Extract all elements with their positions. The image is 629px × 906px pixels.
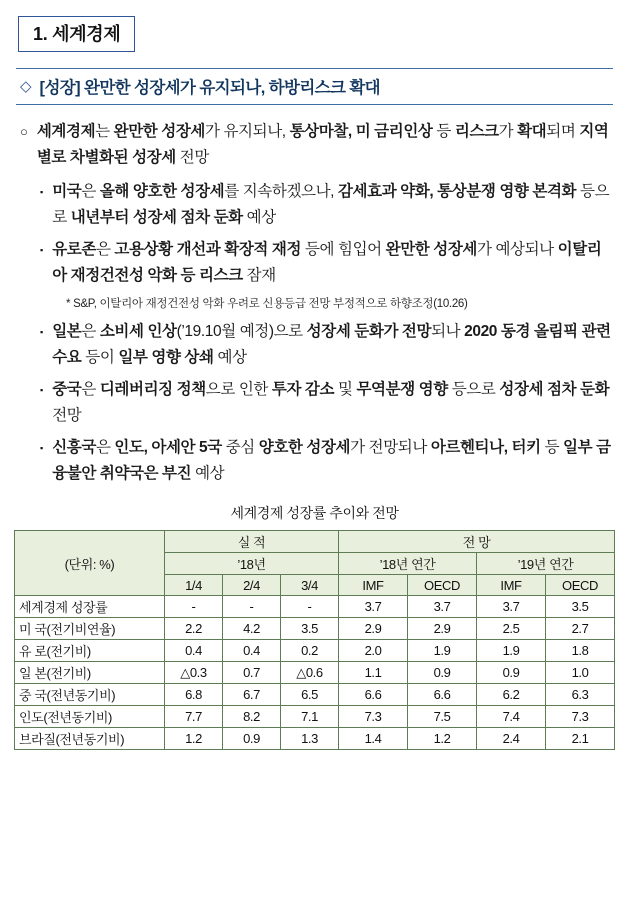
growth-table-wrapper	[14, 530, 615, 750]
table-row	[15, 706, 615, 728]
bullet-marker-square: ▪	[40, 187, 44, 197]
table-cell: 2.1	[546, 728, 615, 750]
bullet-level2-us	[40, 179, 615, 231]
table-cell: 0.9	[408, 662, 477, 684]
table-row-label: 세계경제 성장률	[15, 596, 165, 618]
section-title-box	[18, 16, 135, 52]
table-row-label: 미 국(전기비연율)	[15, 618, 165, 640]
table-row-label: 브라질(전년동기비)	[15, 728, 165, 750]
diamond-icon: ◇	[20, 77, 32, 95]
table-row	[15, 596, 615, 618]
table-group-forecast: 전 망	[339, 531, 615, 553]
table-cell: 6.6	[408, 684, 477, 706]
table-subgroup-19-annual: ’19년 연간	[477, 553, 615, 575]
table-cell: 6.2	[477, 684, 546, 706]
bullet-marker-square: ▪	[40, 385, 44, 395]
table-cell: 2.9	[408, 618, 477, 640]
table-unit-label: (단위: %)	[15, 531, 165, 596]
bullet-text: 세계경제는 완만한 성장세가 유지되나, 통상마찰, 미 금리인상 등 리스크가 확대되며 지역별로 차별화된 성장세 전망	[36, 123, 609, 166]
table-cell: 7.1	[281, 706, 339, 728]
table-cell: △0.6	[281, 662, 339, 684]
table-cell: 1.9	[477, 640, 546, 662]
table-caption: 세계경제 성장률 추이와 전망	[230, 505, 399, 521]
table-cell: 0.2	[281, 640, 339, 662]
table-cell: 0.4	[165, 640, 223, 662]
table-cell: 0.9	[223, 728, 281, 750]
table-row	[15, 662, 615, 684]
bullet-text: 미국은 올해 양호한 성장세를 지속하겠으나, 감세효과 약화, 통상분쟁 영향 본격화 등으로 내년부터 성장세 점차 둔화 예상	[52, 183, 610, 226]
table-cell: 1.1	[339, 662, 408, 684]
bullet-text: 중국은 디레버리징 정책으로 인한 투자 감소 및 무역분쟁 영향 등으로 성장세 점차 둔화 전망	[52, 381, 610, 424]
bullet-level2-china	[40, 377, 615, 429]
bullet-marker-circle: ○	[20, 124, 28, 139]
table-cell: 1.4	[339, 728, 408, 750]
table-row	[15, 640, 615, 662]
table-row-label: 유 로(전기비)	[15, 640, 165, 662]
table-col-q3: 3/4	[281, 575, 339, 596]
bullet-text: 신흥국은 인도, 아세안 5국 중심 양호한 성장세가 전망되나 아르헨티나, 터키 등 일부 금융불안 취약국은 부진 예상	[52, 439, 611, 482]
table-cell: 1.2	[165, 728, 223, 750]
table-col-oecd-18: OECD	[408, 575, 477, 596]
table-cell: 6.5	[281, 684, 339, 706]
table-row	[15, 728, 615, 750]
table-cell: 7.3	[339, 706, 408, 728]
table-col-imf-19: IMF	[477, 575, 546, 596]
table-cell: 4.2	[223, 618, 281, 640]
table-cell: 1.8	[546, 640, 615, 662]
table-cell: 3.5	[546, 596, 615, 618]
table-cell: 6.6	[339, 684, 408, 706]
table-cell: 0.7	[223, 662, 281, 684]
table-cell: 0.9	[477, 662, 546, 684]
table-col-oecd-19: OECD	[546, 575, 615, 596]
table-col-q2: 2/4	[223, 575, 281, 596]
table-cell: 3.7	[408, 596, 477, 618]
table-row-label: 중 국(전년동기비)	[15, 684, 165, 706]
table-group-actual: 실 적	[165, 531, 339, 553]
table-cell: 3.7	[339, 596, 408, 618]
table-cell: 1.9	[408, 640, 477, 662]
bullet-marker-square: ▪	[40, 245, 44, 255]
table-cell: 3.5	[281, 618, 339, 640]
table-cell: 2.5	[477, 618, 546, 640]
table-cell: 1.0	[546, 662, 615, 684]
table-col-imf-18: IMF	[339, 575, 408, 596]
subsection-heading-text: [성장] 완만한 성장세가 유지되나, 하방리스크 확대	[39, 79, 381, 97]
table-cell: 2.7	[546, 618, 615, 640]
table-row-label: 인도(전년동기비)	[15, 706, 165, 728]
table-cell: -	[281, 596, 339, 618]
table-subgroup-18: ’18년	[165, 553, 339, 575]
bullet-marker-square: ▪	[40, 327, 44, 337]
table-cell: 6.8	[165, 684, 223, 706]
table-row-label: 일 본(전기비)	[15, 662, 165, 684]
footnote-sp-italy: * S&P, 이탈리아 재정건전성 악화 우려로 신용등급 전망 부정적으로 하향조정(10.26)	[66, 298, 468, 310]
table-cell: 3.7	[477, 596, 546, 618]
table-cell: 2.0	[339, 640, 408, 662]
table-cell: 8.2	[223, 706, 281, 728]
table-cell: 7.3	[546, 706, 615, 728]
table-cell: 7.4	[477, 706, 546, 728]
table-cell: 2.2	[165, 618, 223, 640]
table-row	[15, 618, 615, 640]
table-cell: △0.3	[165, 662, 223, 684]
table-cell: 1.2	[408, 728, 477, 750]
bullet-level2-emerging	[40, 435, 615, 487]
table-cell: -	[165, 596, 223, 618]
table-cell: 2.4	[477, 728, 546, 750]
table-cell: 6.7	[223, 684, 281, 706]
page-title: 1. 세계경제	[33, 24, 121, 44]
bullet-level2-eurozone	[40, 237, 615, 289]
table-cell: -	[223, 596, 281, 618]
growth-forecast-table	[14, 530, 615, 750]
bullet-marker-square: ▪	[40, 443, 44, 453]
bullet-level2-japan	[40, 319, 615, 371]
table-cell: 7.7	[165, 706, 223, 728]
table-header-row-groups	[15, 531, 615, 553]
table-cell: 2.9	[339, 618, 408, 640]
table-body	[15, 596, 615, 750]
table-cell: 7.5	[408, 706, 477, 728]
body-content	[14, 119, 615, 487]
table-col-q1: 1/4	[165, 575, 223, 596]
subsection-heading	[16, 68, 613, 105]
table-header	[15, 531, 615, 596]
table-subgroup-18-annual: ’18년 연간	[339, 553, 477, 575]
table-cell: 0.4	[223, 640, 281, 662]
bullet-text: 유로존은 고용상황 개선과 확장적 재정 등에 힘입어 완만한 성장세가 예상되나 이탈리아 재정건전성 악화 등 리스크 잠재	[52, 241, 602, 284]
bullet-level1	[20, 119, 615, 171]
table-cell: 1.3	[281, 728, 339, 750]
bullet-text: 일본은 소비세 인상(’19.10월 예정)으로 성장세 둔화가 전망되나 2020 동경 올림픽 관련 수요 등이 일부 영향 상쇄 예상	[52, 323, 611, 366]
table-cell: 6.3	[546, 684, 615, 706]
table-row	[15, 684, 615, 706]
